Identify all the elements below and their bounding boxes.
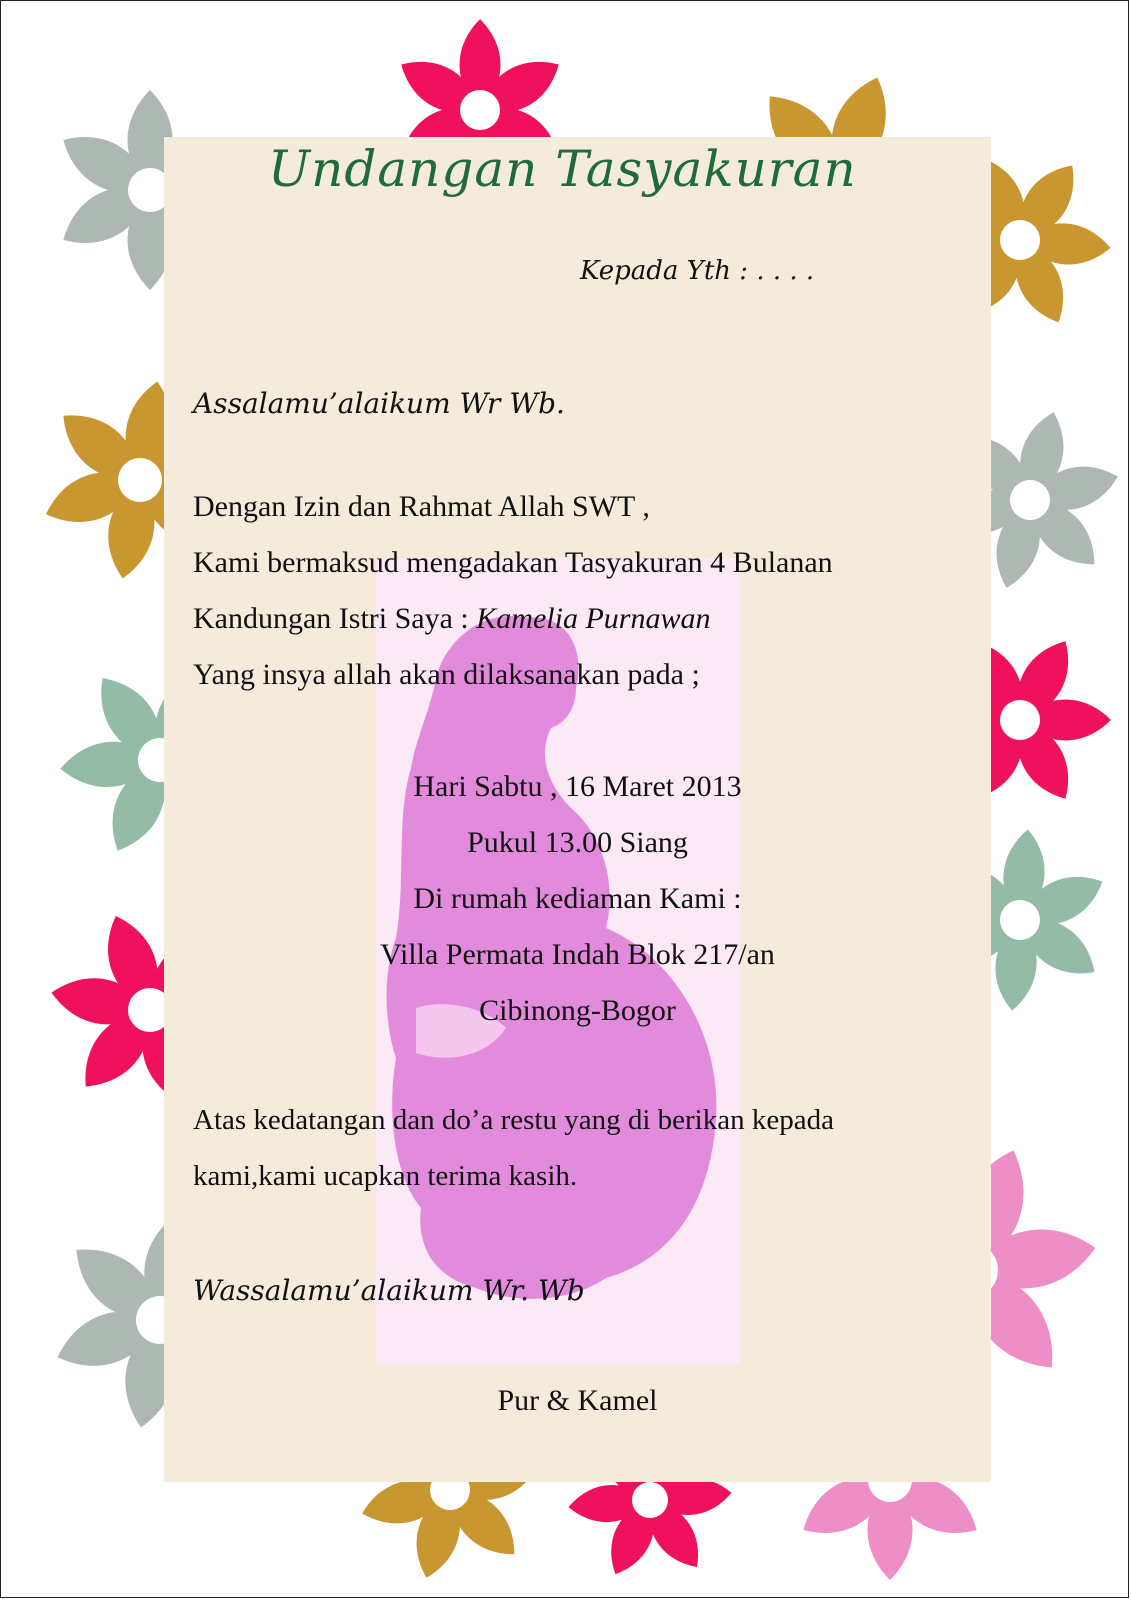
intro-line: Dengan Izin dan Rahmat Allah SWT ,	[193, 490, 650, 523]
event-city: Cibinong-Bogor	[479, 994, 676, 1027]
wife-line	[193, 602, 710, 636]
closing-greeting: Wassalamu’alaikum Wr. Wb	[193, 1274, 585, 1307]
wife-label: Kandungan Istri Saya :	[193, 602, 469, 635]
schedule-intro: Yang insya allah akan dilaksanakan pada ;	[193, 658, 700, 691]
thanks-line: kami,kami ucapkan terima kasih.	[193, 1160, 578, 1192]
event-day: Hari Sabtu , 16 Maret 2013	[413, 770, 742, 803]
event-time: Pukul 13.00 Siang	[467, 826, 688, 859]
intro-line: Kami bermaksud mengadakan Tasyakuran 4 Bulanan	[193, 546, 833, 579]
recipient-line: Kepada Yth : . . . .	[580, 256, 815, 286]
event-place-label: Di rumah kediaman Kami :	[413, 882, 742, 915]
event-address: Villa Permata Indah Blok 217/an	[380, 938, 775, 971]
invitation-title: Undangan Tasyakuran	[268, 140, 857, 198]
thanks-line: Atas kedatangan dan do’a restu yang di berikan kepada	[193, 1104, 834, 1136]
opening-greeting: Assalamu’alaikum Wr Wb.	[193, 387, 565, 420]
signature: Pur & Kamel	[497, 1384, 658, 1417]
wife-name: Kamelia Purnawan	[476, 602, 711, 635]
